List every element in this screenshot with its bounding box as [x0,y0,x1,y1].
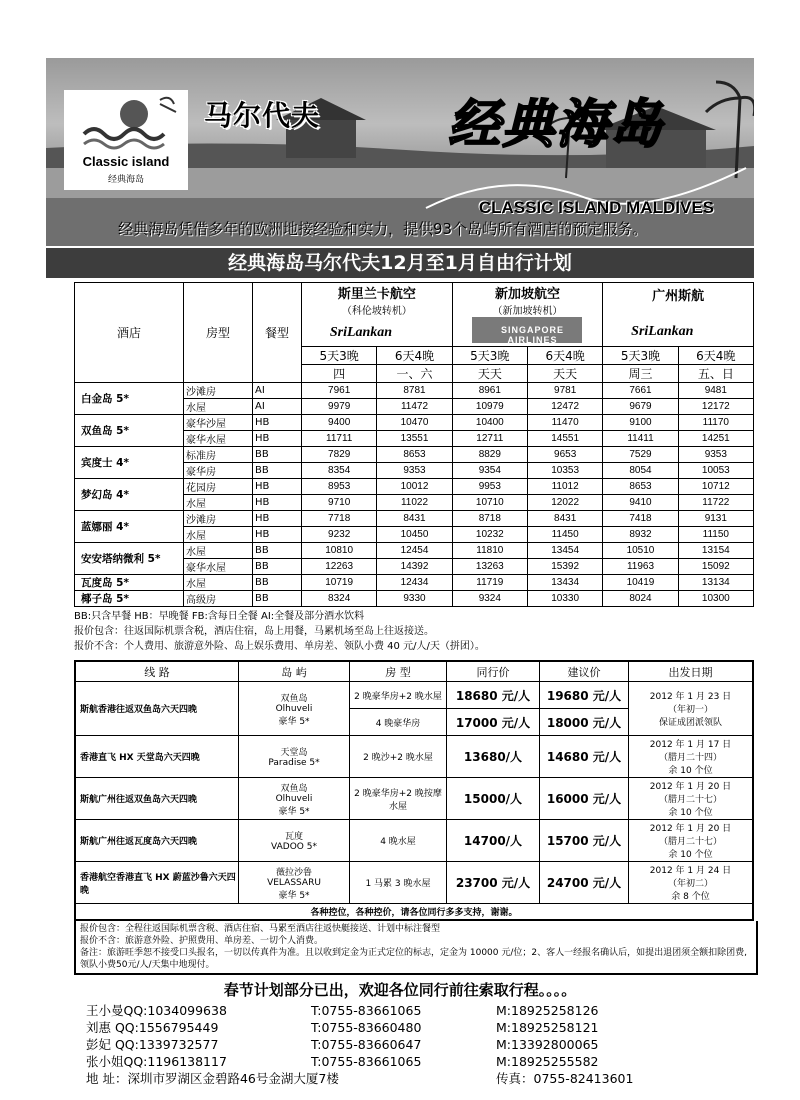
price-cell: 11012 [527,479,602,495]
price-cell: 10510 [603,543,678,559]
island-line: 双鱼岛 [280,783,308,794]
table-row [75,820,753,862]
date-line: 2012 年 1 月 20 日 [649,782,732,792]
room-type: 沙滩房 [184,511,253,527]
peer-price: 23700 元/人 [447,862,540,904]
price-cell: 9330 [377,591,452,607]
package-room: 4 晚豪华房 [350,709,447,736]
price-cell: 13434 [527,575,602,591]
price-cell: 12472 [527,399,602,415]
brand-logo [64,90,188,190]
table-row [75,682,753,709]
meal-type: BB [253,591,302,607]
price-cell: 9679 [603,399,678,415]
price-cell: 9131 [678,511,753,527]
date-line: （腊月二十四） [658,753,722,763]
price-cell: 10330 [527,591,602,607]
price-cell: 10053 [678,463,753,479]
price-excludes: 报价不含：个人费用、旅游意外险、岛上娱乐费用、单房差、领队小费 40 元/人/天（拼团）。 [74,641,485,652]
room-type: 沙滩房 [184,383,253,399]
day-cell: 天天 [452,365,527,383]
island-line: 豪华 5* [278,806,310,817]
price-cell: 8961 [452,383,527,399]
meal-type: AI [253,399,302,415]
island-cell [239,682,350,736]
date-line: （年初一） [667,705,713,715]
price-cell: 10719 [302,575,377,591]
island-line: 豪华 5* [278,716,310,727]
hotel-name: 安安塔纳微利 5* [75,543,184,575]
price-cell: 7961 [302,383,377,399]
package-notes [74,921,758,975]
package-room: 2 晚沙+2 晚水屋 [350,736,447,778]
price-cell: 13551 [377,431,452,447]
price-cell: 10710 [452,495,527,511]
island-line: 双鱼岛 [280,693,308,704]
island-cell [239,820,350,862]
price-cell: 8781 [377,383,452,399]
day-cell: 周三 [603,365,678,383]
meal-type: HB [253,415,302,431]
address: 地 址：深圳市罗湖区金碧路46号金湖大厦7楼 [86,1071,339,1086]
price-cell: 11711 [302,431,377,447]
spring-festival-note: 春节计划部分已出，欢迎各位同行前往索取行程。。。。 [223,981,577,999]
price-cell: 12172 [678,399,753,415]
departure-date [629,862,754,904]
price-cell: 10712 [678,479,753,495]
room-type: 豪华水屋 [184,559,253,575]
hotel-notes [74,609,754,654]
price-cell: 12711 [452,431,527,447]
date-line: 2012 年 1 月 24 日 [649,866,732,876]
meal-legend: BB:只含早餐 HB：早晚餐 FB:含每日全餐 AI:全餐及部分酒水饮料 [74,611,365,622]
price-cell: 10450 [377,527,452,543]
route-name: 斯航香港往返双鱼岛六天四晚 [75,682,239,736]
logo-text-cn: 经典海岛 [107,175,144,185]
price-cell: 12454 [377,543,452,559]
price-cell: 12022 [527,495,602,511]
hotel-name: 梦幻岛 4* [75,479,184,511]
room-type: 水屋 [184,527,253,543]
pkg-remarks: 备注：旅游旺季恕不接受口头报名，一切以传真件为准。且以收到定金为正式定位的标志，定金为 10000 元/位；2、客人一经报名确认后，如提出退团须全额扣除团费,领队小费50元/人/天集中地现付。 [80,948,747,970]
pkg-excludes: 报价不含：旅游意外险、护照费用、单房差、一切个人消费。 [80,936,324,946]
pkg-includes: 报价包含：全程往返国际机票含税、酒店住宿、马累至酒店往返快艇接送、计划中标注餐型 [80,924,441,934]
duration-cell: 6天4晚 [377,347,452,365]
meal-type: BB [253,575,302,591]
price-cell: 11472 [377,399,452,415]
departure-date [629,736,754,778]
price-cell: 14551 [527,431,602,447]
meal-type: BB [253,559,302,575]
suggest-price: 16000 元/人 [540,778,629,820]
price-cell: 7661 [603,383,678,399]
price-cell: 11470 [527,415,602,431]
peer-price: 13680/人 [447,736,540,778]
table-row [75,862,753,904]
hotel-name: 瓦度岛 5* [75,575,184,591]
price-cell: 11450 [527,527,602,543]
package-room: 2 晚豪华房+2 晚按摩水屋 [350,778,447,820]
price-cell: 9354 [452,463,527,479]
peer-price: 14700/人 [447,820,540,862]
island-line: 瓦度 [284,832,303,842]
day-cell: 天天 [527,365,602,383]
contact-row: 刘惠 QQ:1556795449 T:0755-83660480 M:18925258121 [86,1020,599,1035]
fax: 传真：0755-82413601 [496,1071,634,1086]
srilankan-logo-icon: SriLankan [329,325,393,340]
price-cell: 11719 [452,575,527,591]
peer-price: 18680 元/人 [447,682,540,709]
date-line: （腊月二十七） [658,837,722,847]
date-line: 余 10 个位 [668,766,713,776]
duration-cell: 5天3晚 [302,347,377,365]
island-line: VELASSARU [267,877,321,888]
col-island: 岛 屿 [239,661,350,682]
price-cell: 10979 [452,399,527,415]
price-cell: 13134 [678,575,753,591]
price-cell: 9410 [603,495,678,511]
departure-date [629,682,754,736]
route-name: 斯航广州往返瓦度岛六天四晚 [75,820,239,862]
suggest-price: 24700 元/人 [540,862,629,904]
price-cell: 11411 [603,431,678,447]
singapore-airlines-logo-icon: SINGAPORE AIRLINES [472,317,582,343]
meal-type: HB [253,431,302,447]
island-line: Olhuveli [275,703,313,714]
meal-type: HB [253,527,302,543]
suggest-price: 14680 元/人 [540,736,629,778]
price-cell: 13454 [527,543,602,559]
package-room: 2 晚豪华房+2 晚水屋 [350,682,447,709]
table-row [75,736,753,778]
date-line: （腊月二十七） [658,795,722,805]
price-cell: 10810 [302,543,377,559]
duration-cell: 5天3晚 [603,347,678,365]
price-cell: 10300 [678,591,753,607]
table-row [75,415,754,431]
room-type: 水屋 [184,575,253,591]
price-cell: 9232 [302,527,377,543]
room-type: 高级房 [184,591,253,607]
price-cell: 8431 [377,511,452,527]
price-cell: 11022 [377,495,452,511]
price-cell: 10232 [452,527,527,543]
route-name: 香港直飞 HX 天堂岛六天四晚 [75,736,239,778]
logo-text-en: Classic island [82,154,170,169]
contact-row: 张小姐QQ:1196138117 T:0755-83661065 M:18925255582 [86,1054,599,1069]
date-line: 余 10 个位 [668,850,713,860]
island-line: 薇拉沙鲁 [275,867,312,878]
duration-cell: 6天4晚 [527,347,602,365]
price-cell: 10419 [603,575,678,591]
island-line: Paradise 5* [268,758,320,768]
price-cell: 9481 [678,383,753,399]
suggest-price: 18000 元/人 [540,709,629,736]
route-name: 斯航广州往返双鱼岛六天四晚 [75,778,239,820]
island-line: Olhuveli [275,793,313,804]
price-cell: 14392 [377,559,452,575]
price-cell: 10400 [452,415,527,431]
room-type: 水屋 [184,399,253,415]
table-row [75,447,754,463]
duration-cell: 5天3晚 [452,347,527,365]
price-cell: 8829 [452,447,527,463]
island-line: 天堂岛 [280,748,308,758]
meal-type: BB [253,543,302,559]
price-cell: 8054 [603,463,678,479]
contact-row: 彭妃 QQ:1339732577 T:0755-83660647 M:13392800065 [86,1037,599,1052]
duration-cell: 6天4晚 [678,347,753,365]
departure-date [629,778,754,820]
island-line: VADOO 5* [271,842,317,852]
room-type: 豪华水屋 [184,431,253,447]
room-type: 花园房 [184,479,253,495]
price-cell: 9100 [603,415,678,431]
price-cell: 9353 [678,447,753,463]
header-hero [46,58,754,246]
airline-header-srilankan: 斯里兰卡航空 （科伦坡转机） SriLankan [302,283,453,347]
sun-wave-logo-icon [64,90,188,154]
price-cell: 10012 [377,479,452,495]
price-cell: 11150 [678,527,753,543]
hotel-price-table [74,282,754,607]
meal-type: AI [253,383,302,399]
meal-type: BB [253,447,302,463]
table-row [75,383,754,399]
price-cell: 8431 [527,511,602,527]
hotel-table-body [75,383,754,607]
price-cell: 9353 [377,463,452,479]
hotel-name: 双鱼岛 5* [75,415,184,447]
price-cell: 9953 [452,479,527,495]
date-line: 保证成团派领队 [658,718,722,728]
price-cell: 10353 [527,463,602,479]
price-cell: 8653 [603,479,678,495]
price-cell: 13263 [452,559,527,575]
day-cell: 四 [302,365,377,383]
airline-header-guangzhou: 广州斯航 SriLankan [603,283,754,347]
col-hotel: 酒店 [75,283,184,383]
package-footer: 各种控位，各种控价，请各位同行多多支持，谢谢。 [75,904,753,921]
price-cell: 9781 [527,383,602,399]
route-name: 香港航空香港直飞 HX 蔚蓝沙鲁六天四晚 [75,862,239,904]
date-line: 2012 年 1 月 17 日 [649,740,732,750]
contact-row: 王小曼QQ:1034099638 T:0755-83661065 M:18925258126 [86,1003,599,1018]
col-peer-price: 同行价 [447,661,540,682]
day-cell: 一、六 [377,365,452,383]
col-suggest-price: 建议价 [540,661,629,682]
meal-type: HB [253,495,302,511]
island-line: 豪华 5* [278,890,310,901]
room-type: 豪华沙屋 [184,415,253,431]
price-cell: 9653 [527,447,602,463]
price-cell: 11722 [678,495,753,511]
price-cell: 7418 [603,511,678,527]
price-cell: 8718 [452,511,527,527]
price-cell: 7829 [302,447,377,463]
meal-type: HB [253,479,302,495]
date-line: 2012 年 1 月 20 日 [649,824,732,834]
price-cell: 8953 [302,479,377,495]
price-cell: 12263 [302,559,377,575]
table-row [75,575,754,591]
price-cell: 8354 [302,463,377,479]
price-cell: 8024 [603,591,678,607]
contact-list [86,1002,746,1087]
price-cell: 9324 [452,591,527,607]
price-cell: 10470 [377,415,452,431]
date-line: 余 8 个位 [671,892,710,902]
english-title: CLASSIC ISLAND MALDIVES [478,198,714,217]
airline-header-singapore: 新加坡航空 （新加坡转机） SINGAPORE AIRLINES [452,283,603,347]
col-roomtype: 房 型 [350,661,447,682]
price-cell: 8932 [603,527,678,543]
package-room: 4 晚水屋 [350,820,447,862]
page-title: 经典海岛 [448,94,665,155]
room-type: 豪华房 [184,463,253,479]
meal-type: BB [253,463,302,479]
price-cell: 15092 [678,559,753,575]
hotel-name: 宾度士 4* [75,447,184,479]
flyer [46,58,754,1087]
col-room: 房型 [184,283,253,383]
col-departure: 出发日期 [629,661,754,682]
price-cell: 8324 [302,591,377,607]
price-cell: 11810 [452,543,527,559]
col-meal: 餐型 [253,283,302,383]
island-cell [239,862,350,904]
table-row [75,543,754,559]
price-cell: 9979 [302,399,377,415]
suggest-price: 15700 元/人 [540,820,629,862]
col-route: 线 路 [75,661,239,682]
day-cell: 五、日 [678,365,753,383]
price-includes: 报价包含：往返国际机票含税，酒店住宿，岛上用餐，马累机场至岛上往返接送。 [74,626,434,637]
price-cell: 11963 [603,559,678,575]
price-cell: 15392 [527,559,602,575]
package-table-body [75,682,753,904]
meal-type: HB [253,511,302,527]
island-cell [239,778,350,820]
price-cell: 9400 [302,415,377,431]
hotel-name: 椰子岛 5* [75,591,184,607]
island-cell [239,736,350,778]
suggest-price: 19680 元/人 [540,682,629,709]
peer-price: 17000 元/人 [447,709,540,736]
price-cell: 13154 [678,543,753,559]
price-cell: 9710 [302,495,377,511]
price-cell: 8653 [377,447,452,463]
section-banner: 经典海岛马尔代夫12月至1月自由行计划 [46,248,754,278]
room-type: 标准房 [184,447,253,463]
date-line: 2012 年 1 月 23 日 [649,692,732,702]
room-type: 水屋 [184,543,253,559]
hotel-name: 白金岛 5* [75,383,184,415]
peer-price: 15000/人 [447,778,540,820]
address-row [86,1070,746,1087]
destination-title: 马尔代夫 [204,99,321,132]
price-cell: 11170 [678,415,753,431]
table-row [75,511,754,527]
price-cell: 14251 [678,431,753,447]
price-cell: 7529 [603,447,678,463]
package-room: 1 马累 3 晚水屋 [350,862,447,904]
table-row [75,591,754,607]
table-row [75,479,754,495]
date-line: （年初二） [667,879,713,889]
intro-text: 经典海岛凭借多年的欧洲地接经验和实力，提供93个岛屿所有酒店的预定服务。 [118,220,648,238]
hotel-name: 蓝娜丽 4* [75,511,184,543]
price-cell: 7718 [302,511,377,527]
price-cell: 12434 [377,575,452,591]
departure-date [629,820,754,862]
package-table [74,660,754,921]
table-row [75,778,753,820]
date-line: 余 10 个位 [668,808,713,818]
room-type: 水屋 [184,495,253,511]
srilankan-logo-icon: SriLankan [631,323,694,339]
